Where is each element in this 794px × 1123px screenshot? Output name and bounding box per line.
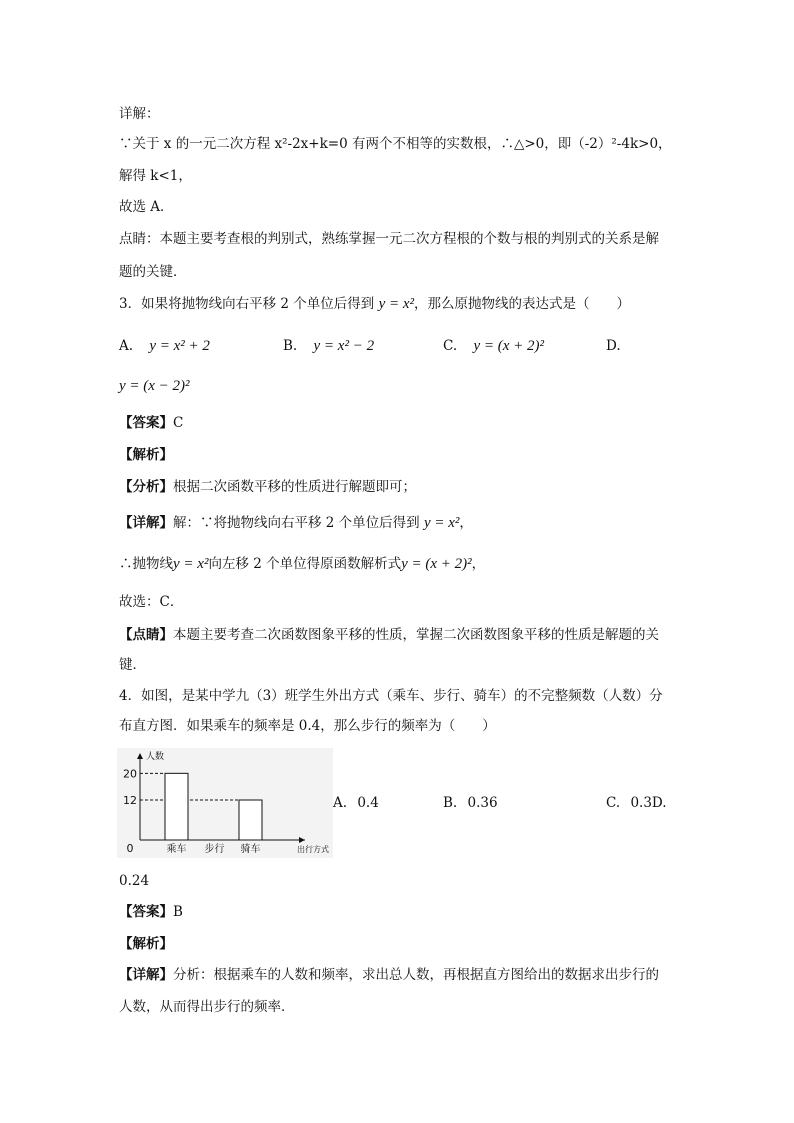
q3-detail-1 <box>119 513 473 533</box>
choice-line: 故选 A． <box>119 199 174 215</box>
y-tick-label: 20 <box>123 767 137 781</box>
q4-jiexi-tag: 【解析】 <box>119 936 173 952</box>
detail-text: ∴抛物线 <box>119 556 173 572</box>
comment-text: 本题主要考查二次函数图象平移的性质，掌握二次函数图象平移的性质是解题的关 <box>173 627 659 643</box>
option-label: A. <box>119 338 134 354</box>
q3-detail-2 <box>119 554 485 574</box>
option-label: B. <box>283 338 298 354</box>
option-value: 0.4 <box>357 795 379 811</box>
y-axis-label: 人数 <box>146 752 165 762</box>
q3-stem <box>119 294 630 314</box>
q4-option-c <box>606 793 667 813</box>
detail-text: ， <box>471 556 486 572</box>
q4-detail-cont: 人数，从而得出步行的频率． <box>119 999 295 1015</box>
q3-option-c <box>443 336 544 356</box>
detail-tag: 【详解】 <box>119 515 173 531</box>
analysis-tag: 【分析】 <box>119 479 173 495</box>
detail-text: 解：∵将抛物线向右平移 2 个单位后得到 <box>173 515 424 531</box>
x-tick-label: 乘车 <box>166 844 187 855</box>
option-value: 0.3 <box>630 795 652 811</box>
q3-stem-suffix: ，那么原抛物线的表达式是（ ） <box>414 296 630 312</box>
detail-math: y = x² <box>423 515 460 531</box>
q3-analysis <box>119 477 416 497</box>
q4-option-d-value: 0.24 <box>119 873 150 889</box>
y-axis-arrow <box>137 753 143 759</box>
detail-text: 向左移 2 个单位得原函数解析式 <box>208 556 402 572</box>
option-label: C. <box>606 795 621 811</box>
x-tick-label: 步行 <box>204 844 225 855</box>
q4-answer <box>119 902 183 922</box>
q4-detail <box>119 965 659 985</box>
comment-line: 题的关键． <box>119 264 187 280</box>
option-value: 0.36 <box>467 795 498 811</box>
detail-line: 解得 k<1， <box>119 168 192 184</box>
answer-tag: 【答案】 <box>119 904 173 920</box>
bar-2 <box>239 800 262 840</box>
y-tick-label: 12 <box>123 794 137 807</box>
option-math: y = x² − 2 <box>313 338 375 354</box>
q4-option-a <box>333 793 379 813</box>
detail-text: 分析：根据乘车的人数和频率，求出总人数，再根据直方图给出的数据求出步行的 <box>173 967 659 983</box>
q3-answer <box>119 413 183 433</box>
q4-stem: 4．如图，是某中学九（3）班学生外出方式（乘车、步行、骑车）的不完整频数（人数）分 <box>119 688 663 704</box>
answer-value: C <box>173 415 184 431</box>
chart-labels <box>123 750 329 855</box>
option-label: A. <box>333 795 348 811</box>
detail-text: ， <box>459 515 473 531</box>
q3-option-a <box>119 336 210 356</box>
chart-bars <box>165 773 262 840</box>
option-math: y = (x + 2)² <box>473 338 544 354</box>
option-math: y = x² + 2 <box>149 338 210 354</box>
detail-heading: 详解： <box>119 106 160 122</box>
option-label: C. <box>443 338 458 354</box>
answer-tag: 【答案】 <box>119 415 173 431</box>
bar-0 <box>165 773 188 840</box>
detail-math: y = (x + 2)² <box>401 556 472 572</box>
option-label: B. <box>443 795 458 811</box>
q3-option-b <box>283 336 374 356</box>
x-axis-arrow <box>299 837 305 843</box>
answer-value: B <box>173 904 183 920</box>
option-d-label: D. <box>651 795 667 811</box>
q3-comment <box>119 625 659 645</box>
detail-math: y = x² <box>173 556 209 572</box>
origin-label: 0 <box>126 842 134 855</box>
q3-option-d-label: D. <box>606 338 621 354</box>
x-axis-label: 出行方式 <box>297 845 329 854</box>
histogram-chart <box>117 748 333 858</box>
x-tick-label: 骑车 <box>240 844 261 855</box>
chart-axes <box>137 753 305 843</box>
comment-tag: 【点睛】 <box>119 627 173 643</box>
q3-option-d-math: y = (x − 2)² <box>119 378 190 394</box>
q3-stem-prefix: 3．如果将抛物线向右平移 2 个单位后得到 <box>119 296 379 312</box>
detail-line: ∵关于 x 的一元二次方程 x²-2x+k=0 有两个不相等的实数根，∴△>0，即（-2）²-4k>0， <box>119 136 672 152</box>
detail-tag: 【详解】 <box>119 967 173 983</box>
q3-choice: 故选：C． <box>119 594 184 610</box>
q3-stem-math: y = x² <box>378 296 414 312</box>
comment-line: 点睛：本题主要考查根的判别式，熟练掌握一元二次方程根的个数与根的判别式的关系是解 <box>119 231 659 247</box>
analysis-text: 根据二次函数平移的性质进行解题即可； <box>173 479 416 495</box>
q3-jiexi-tag: 【解析】 <box>119 447 173 463</box>
q4-stem-cont: 布直方图．如果乘车的频率是 0.4，那么步行的频率为（ ） <box>119 718 496 734</box>
q3-comment-cont: 键． <box>119 657 146 673</box>
q4-option-b <box>443 793 498 813</box>
